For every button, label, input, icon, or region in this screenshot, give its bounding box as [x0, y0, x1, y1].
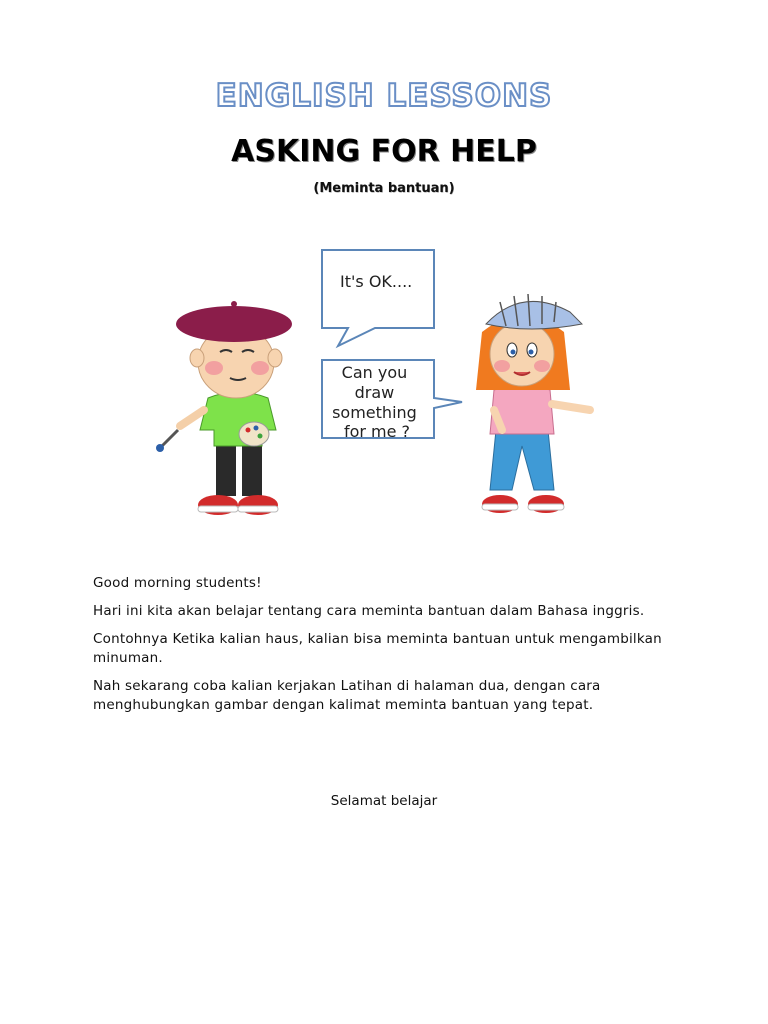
bubble-line-3: something	[332, 403, 417, 422]
closing-text: Selamat belajar	[330, 793, 438, 809]
bubble-line-4: for me ?	[343, 422, 411, 441]
bubble-line-1: Can you	[341, 363, 408, 382]
lesson-kicker: ENGLISH LESSONS	[215, 78, 553, 114]
speech-bubble-top	[322, 250, 434, 346]
bubble-top-text: It's OK....	[340, 272, 413, 291]
paragraph-3: Nah sekarang coba kalian kerjakan Latihan di halaman dua, dengan cara menghubungkan gambar dengan kalimat meminta bantuan yang tepat.	[93, 678, 601, 713]
bubble-line-2: draw	[354, 383, 395, 402]
page-title: ASKING FOR HELP	[231, 134, 537, 169]
girl-figure	[476, 294, 590, 513]
boy-painter-figure	[156, 301, 292, 515]
paragraph-1: Hari ini kita akan belajar tentang cara meminta bantuan dalam Bahasa inggris.	[93, 603, 645, 619]
body-text	[93, 574, 673, 724]
greeting: Good morning students!	[93, 575, 262, 591]
speech-bubble-bottom	[322, 360, 462, 441]
cartoon-illustration	[150, 240, 610, 530]
page-subtitle: (Meminta bantuan)	[313, 181, 455, 196]
paragraph-2: Contohnya Ketika kalian haus, kalian bisa meminta bantuan untuk mengambilkan minuman.	[93, 631, 662, 666]
